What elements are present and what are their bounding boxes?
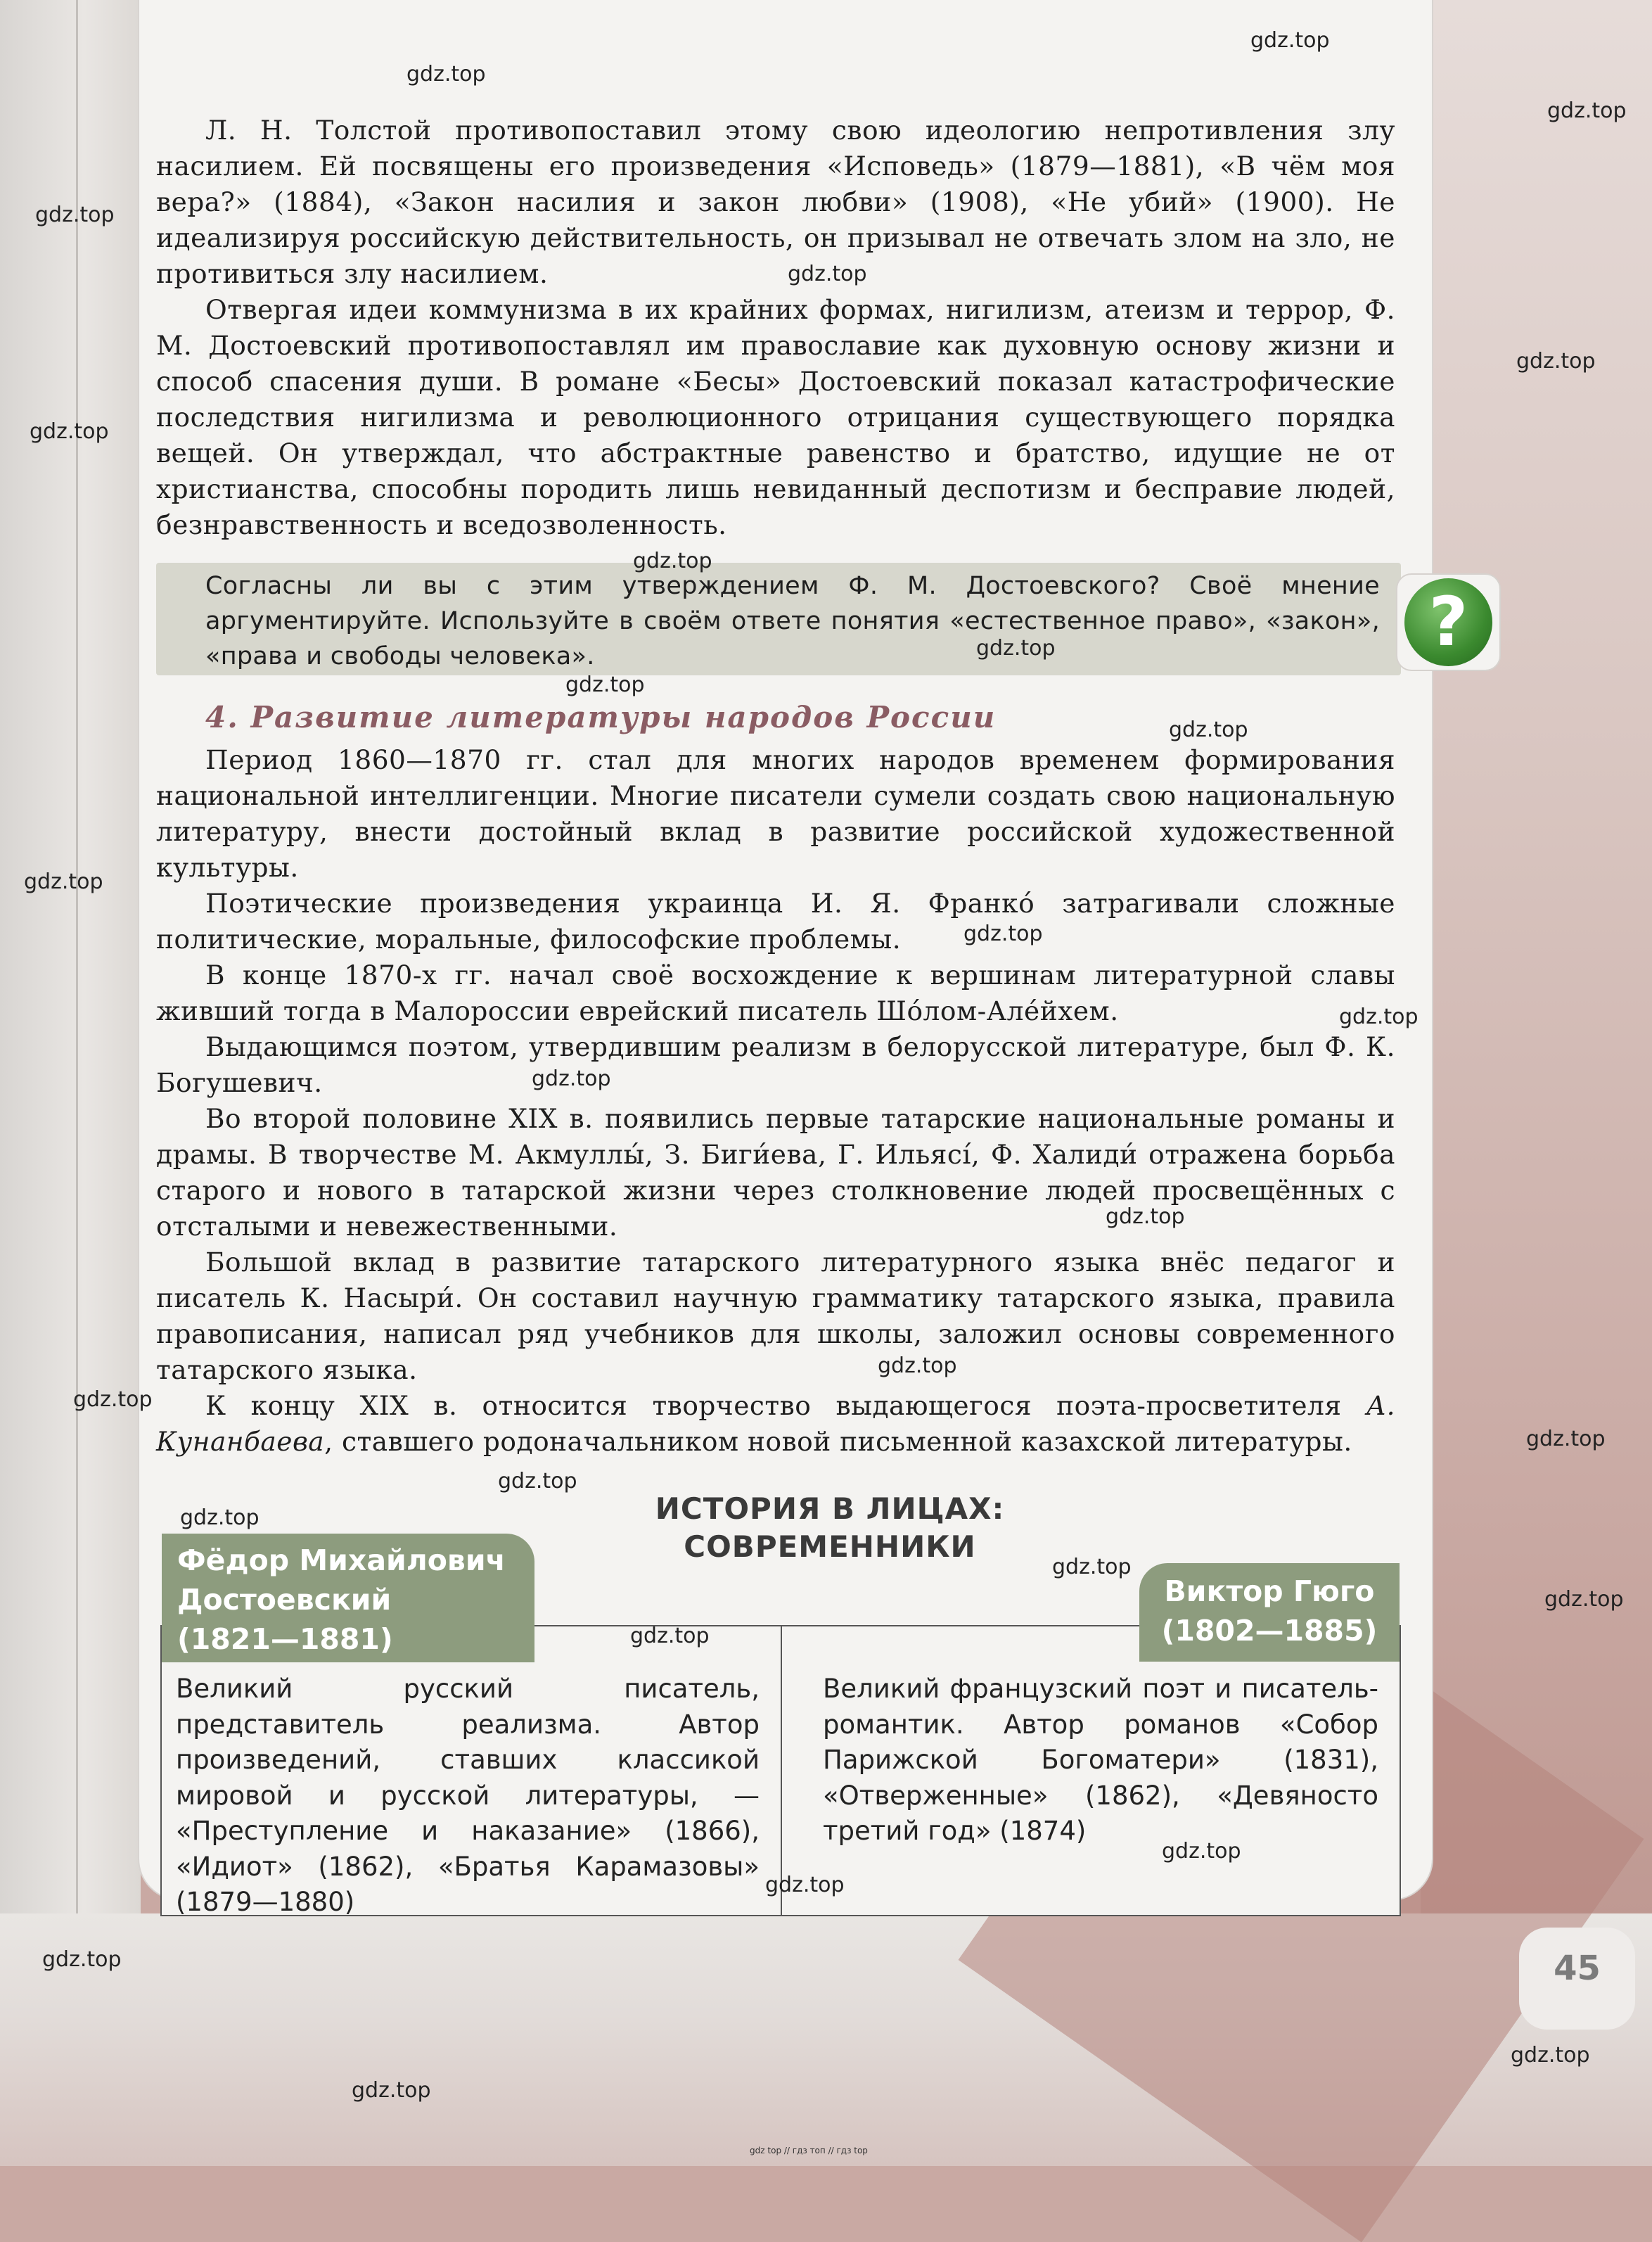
watermark: gdz.top: [878, 1354, 957, 1378]
watermark: gdz.top: [633, 549, 712, 573]
watermark: gdz.top: [180, 1505, 260, 1530]
paragraph-sholom-aleichem: В конце 1870-х гг. начал своё восхождение к вершинам литературной славы живший тогда в Малороссии еврейский писатель Шо́лом-Але́йхем.: [156, 960, 1395, 1026]
watermark: gdz.top: [630, 1624, 710, 1648]
paragraph-nasyri: Большой вклад в развитие татарского литературного языка внёс педагог и писатель К. Насыри́. Он составил научную грамматику татарского языка, правила правописания, написал ряд учебников для школы, заложил основы современного татарского языка.: [156, 1247, 1395, 1385]
question-badge: [1396, 573, 1501, 671]
dostoevsky-name-line2: Достоевский: [177, 1583, 392, 1617]
watermark: gdz.top: [352, 2078, 431, 2103]
watermark: gdz.top: [1162, 1839, 1241, 1864]
hugo-bio: Великий французский поэт и писатель-романтик. Автор романов «Собор Парижской Богоматери» (1831), «Отверженные» (1862), «Девяносто третий год» (1874): [823, 1674, 1378, 1846]
paragraph-tatar-novels: Во второй половине XIX в. появились первые татарские национальные романы и драмы. В творчестве М. Акмуллы́, З. Биги́ева, Г. Ильясі́, Ф. Халиди́ отражена борьба старого и нового в татарской жизни через столкновение людей просвещённых с отсталыми и невежественными.: [156, 1103, 1395, 1242]
left-page-edge: [0, 0, 141, 2166]
watermark: gdz.top: [1169, 718, 1248, 742]
column-divider: [781, 1626, 782, 1915]
watermark: gdz.top: [765, 1873, 845, 1897]
page-number: 45: [1554, 1949, 1601, 1988]
hugo-name: Виктор Гюго: [1164, 1574, 1375, 1608]
paragraph-kunanbaev: [156, 1388, 1395, 1460]
paragraph-tolstoy: Л. Н. Толстой противопоставил этому свою идеологию непротивления злу насилием. Ей посвящены его произведения «Исповедь» (1879—1881), «В чём моя вера?» (1884), «Закон насилия и закон любви» (1908), «Не убий» (1900). Не идеализируя российскую действительность, он призывал не отвечать злом на зло, не противиться злу насилием.: [156, 115, 1395, 289]
intro-text: [156, 113, 1395, 543]
footer-note[interactable]: gdz top // гдз топ // гдз top: [750, 2146, 868, 2155]
watermark: gdz.top: [1516, 349, 1596, 374]
section-text: [156, 742, 1395, 1460]
watermark: gdz.top: [406, 62, 486, 87]
watermark: gdz.top: [1544, 1587, 1624, 1612]
watermark: gdz.top: [1511, 2043, 1590, 2068]
watermark: gdz.top: [30, 419, 109, 444]
history-title-line1: ИСТОРИЯ В ЛИЦАХ:: [655, 1491, 1005, 1526]
dostoevsky-bio: Великий русский писатель, представитель реализма. Автор произведений, ставших классикой мировой и русской литературы, — «Преступление и наказание» (1866), «Идиот» (1862), «Братья Карамазовы» (1879—1880): [176, 1674, 760, 1917]
watermark: gdz.top: [1526, 1427, 1606, 1451]
paragraph-franko: Поэтические произведения украинца И. Я. Франко́ затрагивали сложные политические, моральные, философские проблемы.: [156, 888, 1395, 955]
watermark: gdz.top: [788, 262, 867, 286]
watermark: gdz.top: [24, 870, 103, 894]
kunanbaev-name: А. Кунанбаева: [156, 1390, 1395, 1457]
hugo-name-tab: [1139, 1563, 1400, 1662]
page-number-badge: [1519, 1928, 1635, 2030]
watermark: gdz.top: [73, 1387, 153, 1412]
watermark: gdz.top: [532, 1066, 611, 1091]
watermark: gdz.top: [42, 1947, 122, 1972]
watermark: gdz.top: [963, 922, 1043, 946]
hugo-years: (1802—1885): [1161, 1614, 1378, 1648]
section-title: 4. Развитие литературы народов России: [205, 700, 997, 734]
history-in-faces-title: [584, 1490, 1076, 1566]
watermark: gdz.top: [498, 1469, 577, 1493]
watermark: gdz.top: [1052, 1555, 1132, 1579]
paragraph-bogushevich: Выдающимся поэтом, утвердившим реализм в белорусской литературе, был Ф. К. Богушевич.: [156, 1031, 1395, 1098]
watermark: gdz.top: [1106, 1204, 1185, 1229]
history-title-line2: СОВРЕМЕННИКИ: [684, 1529, 976, 1564]
question-text: Согласны ли вы с этим утверждением Ф. М. Достоевского? Своё мнение аргументируйте. Используйте в своём ответе понятия «естественное право», «закон», «права и свободы человека».: [205, 572, 1380, 670]
page-fold: [76, 0, 78, 2166]
dostoevsky-name-line1: Фёдор Михайлович: [177, 1543, 506, 1577]
question-mark-icon: ?: [1404, 578, 1492, 666]
watermark: gdz.top: [1339, 1005, 1419, 1029]
watermark: gdz.top: [976, 636, 1056, 661]
dostoevsky-years: (1821—1881): [177, 1622, 393, 1656]
kunanbaev-text-after: , ставшего родоначальником новой письменной казахской литературы.: [324, 1426, 1352, 1457]
watermark: gdz.top: [35, 203, 115, 227]
kunanbaev-text-before: К концу XIX в. относится творчество выдающегося поэта-просветителя: [205, 1390, 1366, 1421]
paragraph-dostoevsky: Отвергая идеи коммунизма в их крайних формах, нигилизм, атеизм и террор, Ф. М. Достоевский противопоставлял им православие как духовную основу жизни и способ спасения души. В романе «Бесы» Достоевский показал катастрофические последствия нигилизма и революционного отрицания существующего порядка вещей. Он утверждал, что абстрактные равенство и братство, идущие не от христианства, способны породить лишь невиданный деспотизм и бесправие людей, безнравственность и вседозволенность.: [156, 294, 1395, 540]
paragraph-intelligentsia: Период 1860—1870 гг. стал для многих народов временем формирования национальной интеллигенции. Многие писатели сумели создать свою национальную литературу, внести достойный вклад в развитие российской художественной культуры.: [156, 744, 1395, 883]
watermark: gdz.top: [565, 673, 645, 697]
watermark: gdz.top: [1547, 98, 1627, 123]
dostoevsky-name-tab: [162, 1534, 534, 1662]
watermark: gdz.top: [1250, 28, 1330, 53]
question-block: [156, 563, 1401, 675]
